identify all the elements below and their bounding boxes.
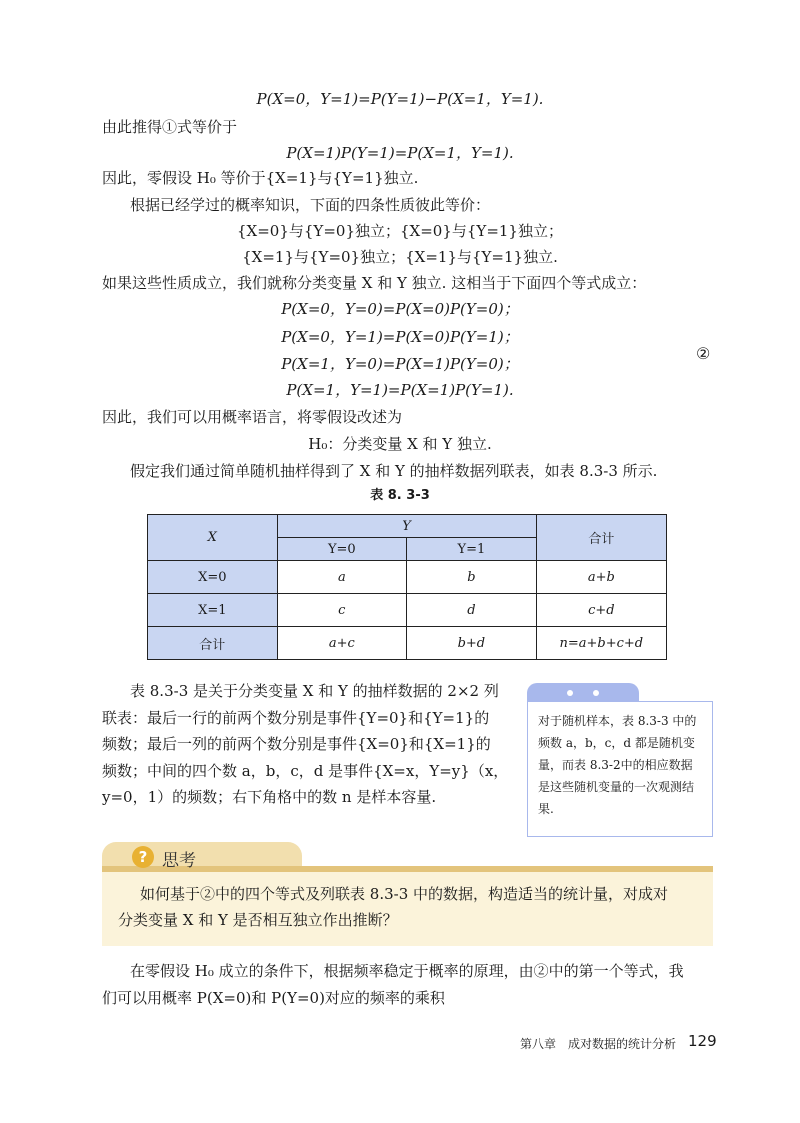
table-row [148,627,667,660]
header-y: Y [277,515,536,538]
cell: c [277,594,407,627]
chapter-footer: 第八章 成对数据的统计分析 [520,1037,677,1051]
text-line: 频数；中间的四个数 a，b，c，d 是事件{X=x，Y=y}（x， [102,762,509,780]
question-icon: ? [132,846,154,868]
cell: a+b [536,561,666,594]
text-line: 因此，我们可以用概率语言，将零假设改述为 [102,408,403,426]
cell: d [407,594,537,627]
cell: c+d [536,594,666,627]
equation-number: ② [696,344,711,363]
cell: b+d [407,627,537,660]
text-line: y=0，1）的频数；右下角格中的数 n 是样本容量. [102,788,437,806]
text-line: 联表：最后一行的前两个数分别是事件{Y=0}和{Y=1}的 [102,709,490,727]
row-label: 合计 [148,627,278,660]
equation-line: P(X=0，Y=1)=P(X=0)P(Y=1)； [281,328,519,346]
cell: b [407,561,537,594]
cell: n=a+b+c+d [536,627,666,660]
dot-icon [593,690,599,696]
table-caption: 表 8. 3-3 [370,488,430,503]
cell: a [277,561,407,594]
equation-line: P(X=0，Y=1)=P(Y=1)−P(X=1，Y=1). [256,90,544,108]
text-line: 根据已经学过的概率知识，下面的四条性质彼此等价： [130,196,491,214]
page-number: 129 [688,1032,717,1050]
text-line: 频数；最后一列的前两个数分别是事件{X=0}和{X=1}的 [102,735,491,753]
header-x: X [148,515,278,561]
cell: a+c [277,627,407,660]
hypothesis-line: H₀：分类变量 X 和 Y 独立. [308,435,492,453]
equation-line: P(X=1，Y=0)=P(X=1)P(Y=0)； [281,355,519,373]
text-line: 因此，零假设 H₀ 等价于{X=1}与{Y=1}独立. [102,169,419,187]
text-line: 表 8.3-3 是关于分类变量 X 和 Y 的抽样数据的 2×2 列 [130,682,499,700]
side-note [527,683,713,837]
row-label: X=1 [148,594,278,627]
equation-line: P(X=1，Y=1)=P(X=1)P(Y=1). [286,381,514,399]
equation-line: P(X=1)P(Y=1)=P(X=1，Y=1). [286,144,514,162]
header-y1: Y=1 [407,538,537,561]
text-line: 在零假设 H₀ 成立的条件下，根据频率稳定于概率的原理，由②中的第一个等式，我 [130,962,684,980]
note-box [527,701,713,837]
table-row [148,561,667,594]
property-line: {X=1}与{Y=0}独立；{X=1}与{Y=1}独立. [242,248,558,266]
equation-line: P(X=0，Y=0)=P(X=0)P(Y=0)； [281,300,519,318]
dot-icon [567,690,573,696]
text-line: 假定我们通过简单随机抽样得到了 X 和 Y 的抽样数据列联表，如表 8.3-3 所示. [130,462,658,480]
text-line: 如果这些性质成立，我们就称分类变量 X 和 Y 独立. 这相当于下面四个等式成立： [102,274,647,292]
note-text: 对于随机样本，表 8.3-3 中的频数 a，b，c，d 都是随机变量，而表 8.3-2中的相应数据是这些随机变量的一次观测结果. [538,714,697,816]
think-question: 分类变量 X 和 Y 是否相互独立作出推断？ [118,911,398,929]
row-label: X=0 [148,561,278,594]
contingency-table [147,514,667,660]
property-line: {X=0}与{Y=0}独立；{X=0}与{Y=1}独立； [237,222,563,240]
text-line: 们可以用概率 P(X=0)和 P(Y=0)对应的频率的乘积 [102,989,445,1007]
table-row [148,594,667,627]
note-tab [527,683,639,703]
think-title: 思考 [162,851,196,871]
think-question: 如何基于②中的四个等式及列联表 8.3-3 中的数据，构造适当的统计量，对成对 [140,885,669,903]
header-y0: Y=0 [277,538,407,561]
header-total: 合计 [536,515,666,561]
text-line: 由此推得①式等价于 [102,118,238,136]
